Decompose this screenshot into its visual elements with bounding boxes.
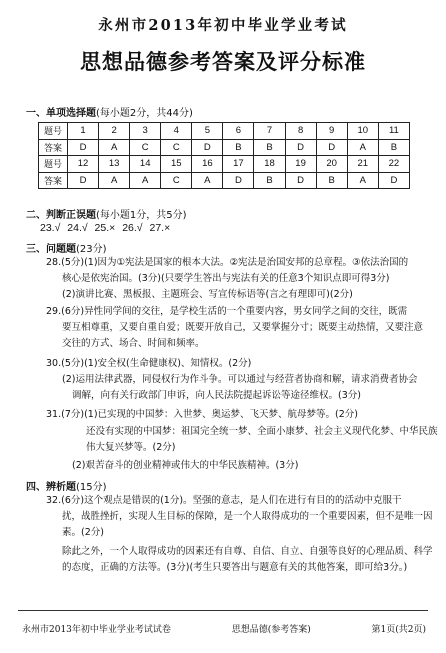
table-cell: 6 [223,123,254,140]
table-cell: 2 [99,123,130,140]
table-cell: 18 [254,156,285,173]
true-false-answers: 23.√ 24.√ 25.× 26.√ 27.× [40,222,171,234]
table-cell: C [161,172,192,189]
answer-line: 还没有实现的中国梦：祖国完全统一梦、全面小康梦、社会主义现代化梦、中华民族 [86,426,438,437]
table-cell: B [316,172,347,189]
table-cell: 14 [130,156,161,173]
section-1-heading [26,104,193,119]
row-header-number: 题号 [39,156,68,173]
answer-line: 除此之外，一个人取得成功的因素还有自尊、自信、自立、自强等良好的心理品质、科学 [62,546,433,557]
answer-line: 调解，向有关行政部门申诉，向人民法院提起诉讼等途径维权。(3分) [72,390,361,401]
table-cell: D [68,172,99,189]
row-header-number: 题号 [39,123,68,140]
table-cell: 15 [161,156,192,173]
answer-line: 32.(6分)这个观点是错误的(1分)。坚强的意志，是人们在进行有目的的活动中克服干 [46,495,402,506]
table-cell: D [223,172,254,189]
table-cell: 13 [99,156,130,173]
table-row [39,172,410,189]
section-1-note: (每小题2分，共44分) [96,108,193,119]
answer-line: (2)运用法律武器，同侵权行为作斗争。可以通过与经营者协商和解，请求消费者协会 [62,374,418,385]
table-cell: B [378,139,409,156]
section-4-heading [26,478,107,493]
table-cell: 21 [347,156,378,173]
table-cell: A [99,139,130,156]
section-3-heading [26,240,107,255]
table-cell: D [378,172,409,189]
section-2-title: 二、判断正误题 [26,210,96,221]
table-cell: A [347,172,378,189]
answer-line: 伟大复兴梦等。(2分) [86,442,176,453]
table-cell: D [316,139,347,156]
table-cell: A [192,172,223,189]
answer-line: 28.(5分)(1)因为①宪法是国家的根本大法。②宪法是治国安邦的总章程。③依法治国的 [46,257,409,268]
answer-line: 要互相尊重，又要自重自爱；既要开放自己，又要掌握分寸；既要主动热情，又要注意 [62,322,424,333]
table-cell: C [130,139,161,156]
table-cell: 20 [316,156,347,173]
table-cell: D [285,139,316,156]
row-header-answer: 答案 [39,139,68,156]
table-cell: 22 [378,156,409,173]
answer-line: 30.(5分)(1)安全权(生命健康权)、知情权。(2分) [46,358,252,369]
answer-line: (2)艰苦奋斗的创业精神或伟大的中华民族精神。(3分) [72,460,299,471]
table-cell: 17 [223,156,254,173]
table-cell: 19 [285,156,316,173]
table-cell: 8 [285,123,316,140]
table-cell: 10 [347,123,378,140]
footer-page-number: 第1页(共2页) [371,625,426,635]
section-1-title: 一、单项选择题 [26,108,96,119]
table-cell: C [161,139,192,156]
table-cell: D [285,172,316,189]
table-cell: 7 [254,123,285,140]
footer-exam-name: 永州市2013年初中毕业学业考试试卷 [22,625,171,635]
table-cell: 3 [130,123,161,140]
table-cell: 9 [316,123,347,140]
section-2-heading [26,206,187,221]
section-4-title: 四、辨析题 [26,482,76,493]
table-row [39,139,410,156]
answer-table [38,122,410,189]
section-4-note: (15分) [76,482,107,493]
answer-line: 素。(2分) [62,527,104,538]
document-title: 思想品德参考答案及评分标准 [80,50,366,74]
exam-title: 永州市2013年初中毕业学业考试 [98,17,348,34]
row-header-answer: 答案 [39,172,68,189]
table-cell: D [68,139,99,156]
footer-divider [18,610,428,611]
answer-line: 29.(6分)异性同学间的交往，是学校生活的一个重要内容，男女同学之间的交往，既需 [46,306,408,317]
section-3-title: 三、问题题 [26,244,76,255]
table-cell: A [347,139,378,156]
section-2-note: (每小题1分，共5分) [96,210,187,221]
answer-line: 交往的方式、场合、时间和频率。 [62,338,205,349]
table-cell: 1 [68,123,99,140]
table-cell: 4 [161,123,192,140]
section-3-note: (23分) [76,244,107,255]
answer-line: 的态度，正确的方法等。(3分)(考生只要答出与题意有关的其他答案，即可给3分。) [62,562,408,573]
table-row [39,123,410,140]
table-cell: D [192,139,223,156]
table-cell: 12 [68,156,99,173]
answer-line: (2)演讲比赛、黑板报、主题班会、写宣传标语等(言之有理即可)(2分) [62,289,353,300]
page-footer [22,622,426,635]
answer-line: 31.(7分)(1)已实现的中国梦：入世梦、奥运梦、飞天梦、航母梦等。(2分) [46,409,358,420]
table-cell: A [130,172,161,189]
table-cell: 11 [378,123,409,140]
answer-line: 扰，战胜挫折，实现人生目标的保障，是一个人取得成功的一个重要因素，但不是唯一因 [62,511,433,522]
table-cell: A [99,172,130,189]
answer-line: 核心是依宪治国。(3分)(只要学生答出与宪法有关的任意3个知识点即可得3分) [62,273,390,284]
table-cell: 5 [192,123,223,140]
table-cell: B [254,172,285,189]
footer-subject: 思想品德(参考答案) [231,625,311,635]
table-cell: B [223,139,254,156]
table-row [39,156,410,173]
table-cell: B [254,139,285,156]
table-cell: 16 [192,156,223,173]
